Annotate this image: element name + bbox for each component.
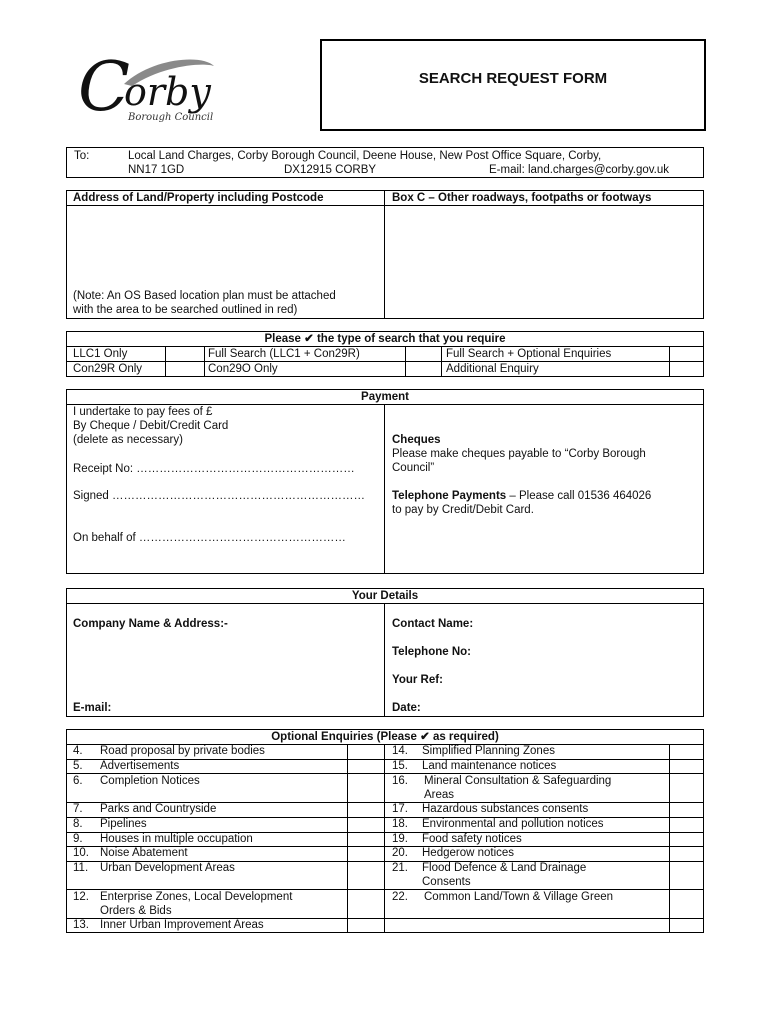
enquiry-num: 18. [392,818,408,830]
enquiry-text: Environmental and pollution notices [422,818,604,830]
option-full-search-checkbox[interactable] [406,347,440,360]
enquiry-text: Hedgerow notices [422,847,515,859]
enquiry-text: Houses in multiple occupation [100,833,253,845]
address-note-line1: (Note: An OS Based location plan must be attached [73,290,336,302]
option-additional-label: Additional Enquiry [446,363,539,375]
enquiry-num: 14. [392,745,408,757]
signed-field[interactable]: Signed ………………………………………………………… [73,490,366,502]
logo-initial: C [78,48,131,127]
enquiry-text: Flood Defence & Land Drainage [422,862,587,874]
logo-subtitle: Borough Council [128,112,214,123]
to-box [66,147,704,178]
your-details-header: Your Details [351,590,419,602]
company-name-label: Company Name & Address:- [73,618,228,630]
option-con29o-checkbox[interactable] [406,362,440,376]
enquiry-text: Food safety notices [422,833,522,845]
enquiry-text: Simplified Planning Zones [422,745,555,757]
to-dx: DX12915 CORBY [284,164,377,176]
enquiry-num: 4. [73,745,83,757]
enquiry-text-cont: Areas [424,789,455,801]
cheques-title: Cheques [392,434,441,446]
form-title: SEARCH REQUEST FORM [418,70,608,87]
payment-method[interactable]: By Cheque / Debit/Credit Card [73,420,229,432]
enquiry-text: Land maintenance notices [422,760,557,772]
address-note-line2: with the area to be searched outlined in red) [73,304,298,316]
enquiry-num: 8. [73,818,83,830]
option-con29r-checkbox[interactable] [166,362,203,376]
option-full-search-label: Full Search (LLC1 + Con29R) [208,348,360,360]
telephone-label: Telephone No: [392,646,472,658]
payment-undertake: I undertake to pay fees of £ [73,406,213,418]
your-ref-label: Your Ref: [392,674,443,686]
corby-logo [72,48,232,132]
enquiry-num: 22. [392,891,408,903]
receipt-no-field[interactable]: Receipt No: ………………………………………………… [73,463,355,475]
address-field[interactable] [67,206,383,286]
enquiry-num: 15. [392,760,408,772]
enquiry-text: Noise Abatement [100,847,188,859]
to-email: E-mail: land.charges@corby.gov.uk [489,164,669,176]
option-additional-checkbox[interactable] [670,362,703,376]
enquiry-num: 17. [392,803,408,815]
box-c-header: Box C – Other roadways, footpaths or footways [392,192,652,204]
enquiry-text: Mineral Consultation & Safeguarding [424,775,612,787]
email-label: E-mail: [73,702,112,714]
optional-enquiries-header: Optional Enquiries (Please ✔ as required) [271,731,499,743]
enquiry-text: Enterprise Zones, Local Development [100,891,293,903]
enquiry-text: Completion Notices [100,775,200,787]
to-label: To: [74,150,90,162]
option-con29r-label: Con29R Only [73,363,143,375]
enquiry-text-cont: Consents [422,876,471,888]
enquiry-num: 10. [73,847,89,859]
telephone-payments-line2: to pay by Credit/Debit Card. [392,504,534,516]
enquiry-num: 19. [392,833,408,845]
on-behalf-field[interactable]: On behalf of ……………………………………………… [73,532,346,544]
enquiry-num: 11. [73,862,89,874]
to-address-line: Local Land Charges, Corby Borough Council, Deene House, New Post Office Square, Corby, [128,150,602,162]
enquiry-num: 20. [392,847,408,859]
enquiry-text: Road proposal by private bodies [100,745,265,757]
enquiry-text-cont: Orders & Bids [100,905,172,917]
telephone-payments-line [392,489,651,503]
search-type-header: Please ✔ the type of search that you require [264,333,506,345]
date-label: Date: [392,702,421,714]
address-header: Address of Land/Property including Postcode [73,192,324,204]
option-con29o-label: Con29O Only [208,363,278,375]
telephone-payments-title: Telephone Payments [392,490,507,502]
enquiry-text: Urban Development Areas [100,862,235,874]
form-title-box [320,39,706,131]
to-postcode: NN17 1GD [128,164,185,176]
enquiry-num: 7. [73,803,83,815]
telephone-payments-text: – Please call 01536 464026 [506,490,652,502]
payment-delete-note: (delete as necessary) [73,434,183,446]
cheques-line1: Please make cheques payable to “Corby Borough [392,448,646,460]
enquiry-text: Common Land/Town & Village Green [424,891,614,903]
option-llc1-label: LLC1 Only [73,348,128,360]
enquiry-num: 9. [73,833,83,845]
box-c-field[interactable] [385,206,703,318]
enquiry-text: Parks and Countryside [100,803,217,815]
enquiry-num: 6. [73,775,83,787]
enquiry-text: Pipelines [100,818,147,830]
enquiry-num: 12. [73,891,89,903]
company-name-field[interactable] [67,633,383,697]
payment-header: Payment [361,391,409,403]
enquiry-text: Advertisements [100,760,180,772]
enquiry-text: Hazardous substances consents [422,803,589,815]
enquiry-num: 5. [73,760,83,772]
contact-name-label: Contact Name: [392,618,474,630]
logo-word: orby [124,70,211,114]
enquiry-text: Inner Urban Improvement Areas [100,919,264,931]
option-full-optional-checkbox[interactable] [670,347,703,360]
option-llc1-checkbox[interactable] [166,347,203,360]
cheques-line2: Council” [392,462,435,474]
enquiry-num: 13. [73,919,89,931]
enquiry-num: 21. [392,862,408,874]
option-full-optional-label: Full Search + Optional Enquiries [446,348,612,360]
enquiry-num: 16. [392,775,408,787]
